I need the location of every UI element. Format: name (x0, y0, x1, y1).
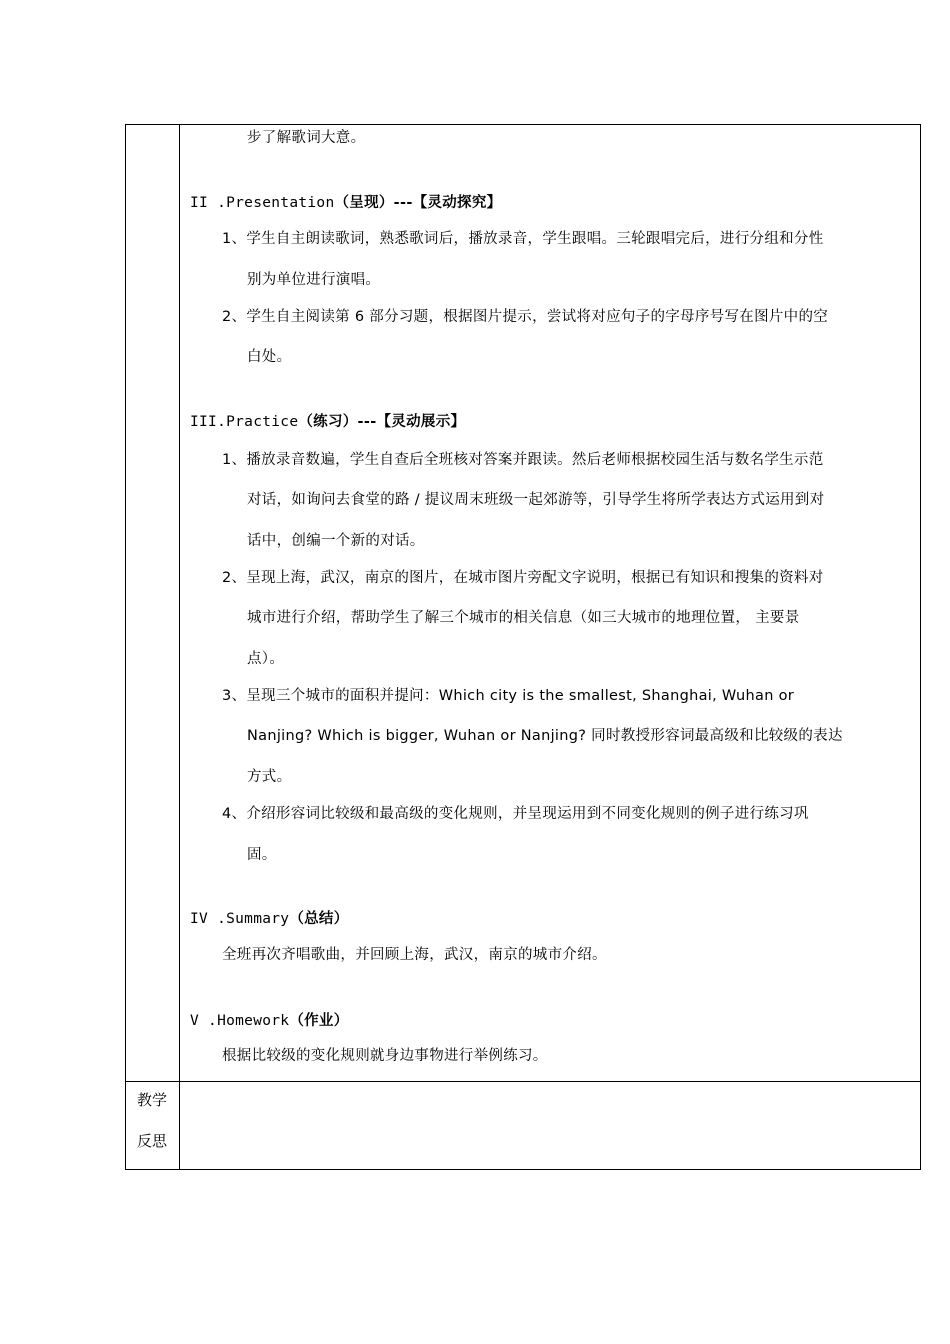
section-heading-en: V .Homework (190, 1013, 290, 1029)
section-summary-heading (190, 909, 349, 929)
presentation-item-2-cont: 白处。 (247, 349, 292, 365)
practice-item-4-cont: 固。 (247, 847, 277, 863)
section-heading-en: III.Practice (190, 414, 299, 430)
section-heading-en: II .Presentation (190, 195, 335, 211)
practice-item-4: 4、介绍形容词比较级和最高级的变化规则，并呈现运用到不同变化规则的例子进行练习巩 (222, 806, 809, 822)
section-practice-heading (190, 412, 465, 432)
continuation-line: 步了解歌词大意。 (247, 130, 366, 146)
row-divider (126, 1081, 920, 1082)
practice-item-1: 1、播放录音数遍，学生自查后全班核对答案并跟读。然后老师根据校园生活与数名学生示范 (222, 452, 824, 468)
reflection-label-line2: 反思 (137, 1132, 168, 1150)
practice-item-2-cont2: 点）。 (247, 651, 285, 667)
section-presentation-heading (190, 193, 501, 213)
homework-text: 根据比较级的变化规则就身边事物进行举例练习。 (222, 1048, 548, 1064)
section-heading-cn: （练习）---【灵动展示】 (298, 414, 466, 430)
section-heading-en: IV .Summary (190, 911, 290, 927)
summary-text: 全班再次齐唱歌曲，并回顾上海，武汉，南京的城市介绍。 (222, 947, 607, 963)
practice-item-1-cont2: 话中，创编一个新的对话。 (247, 533, 425, 549)
section-homework-heading (190, 1011, 349, 1031)
presentation-item-1-cont: 别为单位进行演唱。 (247, 272, 381, 288)
section-heading-cn: （总结） (289, 911, 349, 927)
practice-item-2-cont: 城市进行介绍，帮助学生了解三个城市的相关信息（如三大城市的地理位置， 主要景 (247, 610, 800, 626)
presentation-item-2: 2、学生自主阅读第 6 部分习题，根据图片提示，尝试将对应句子的字母序号写在图片中的空 (222, 309, 829, 325)
practice-item-3-cont2: 方式。 (247, 769, 292, 785)
column-divider (179, 125, 180, 1169)
practice-item-3-cont: Nanjing? Which is bigger, Wuhan or Nanjing? 同时教授形容词最高级和比较级的表达 (247, 728, 843, 744)
section-heading-cn: （作业） (289, 1013, 349, 1029)
presentation-item-1: 1、学生自主朗读歌词，熟悉歌词后，播放录音，学生跟唱。三轮跟唱完后，进行分组和分性 (222, 231, 824, 247)
practice-item-3: 3、呈现三个城市的面积并提问：Which city is the smallest, Shanghai, Wuhan or (222, 688, 795, 704)
practice-item-1-cont: 对话，如询问去食堂的路 / 提议周末班级一起郊游等，引导学生将所学表达方式运用到对 (247, 492, 825, 508)
practice-item-2: 2、呈现上海，武汉，南京的图片，在城市图片旁配文字说明，根据已有知识和搜集的资料对 (222, 570, 824, 586)
reflection-label-line1: 教学 (137, 1091, 168, 1109)
section-heading-cn: （呈现）---【灵动探究】 (334, 195, 502, 211)
